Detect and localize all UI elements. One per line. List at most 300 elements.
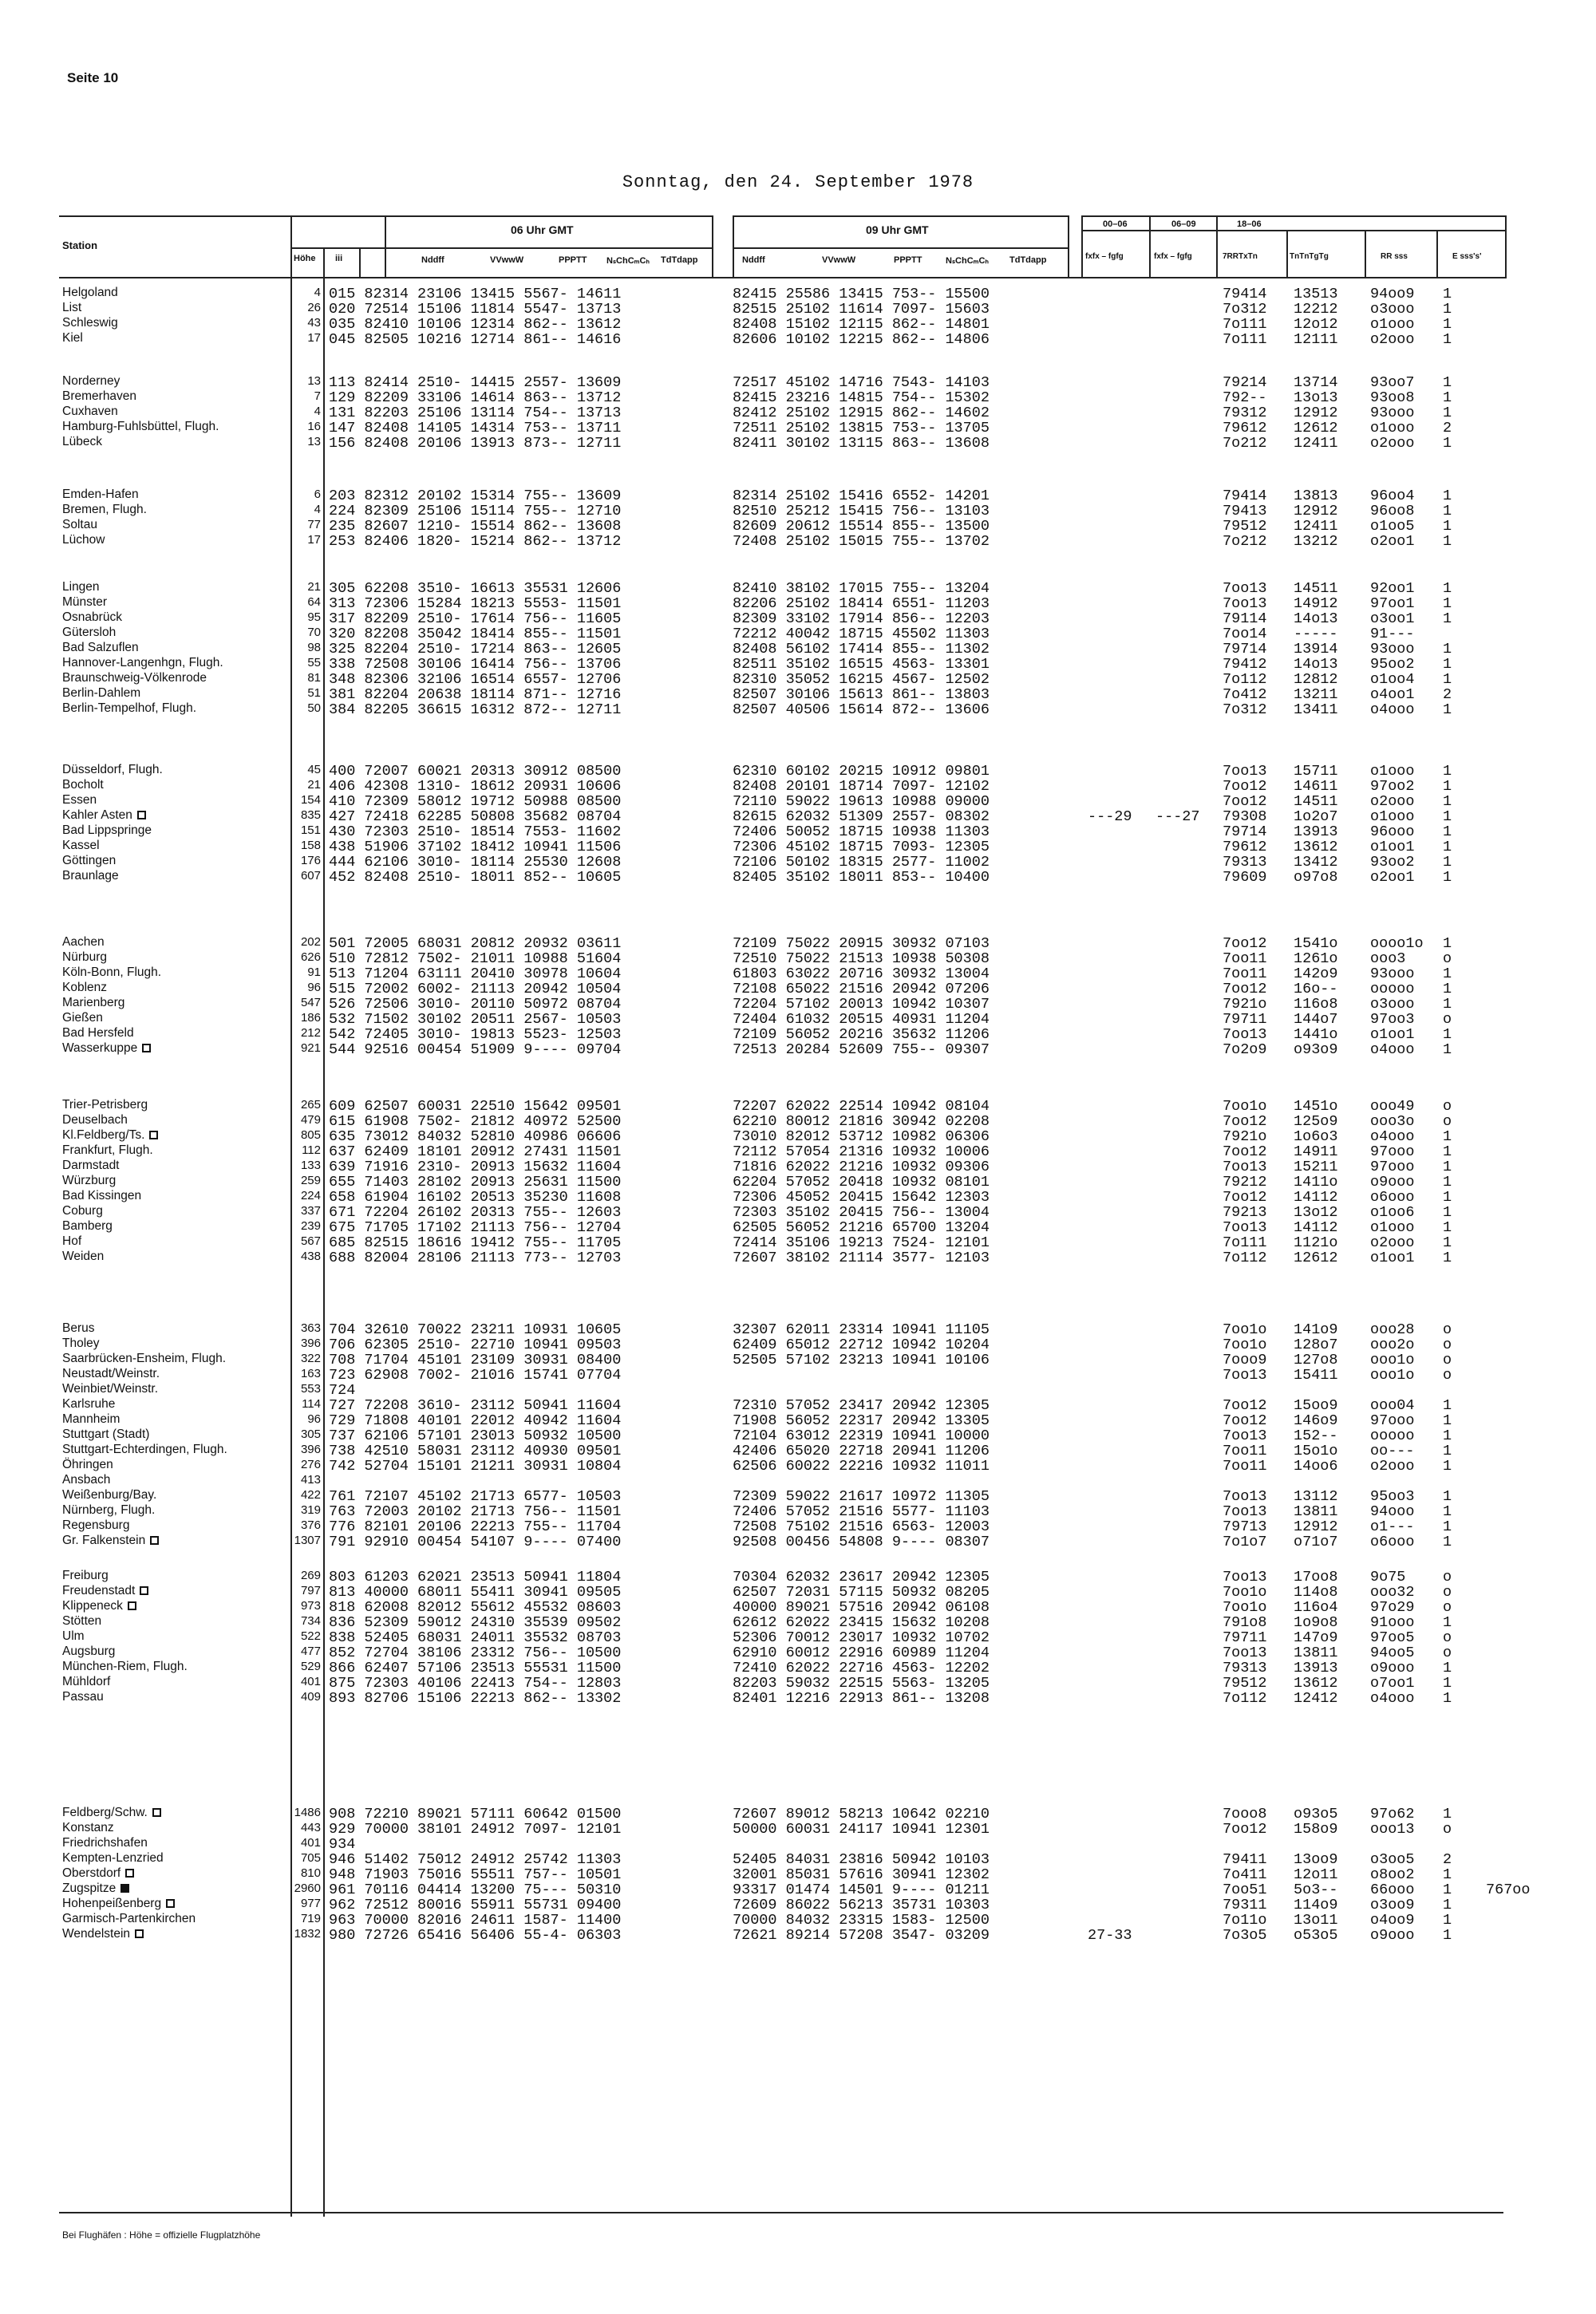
cell-c15: o bbox=[1443, 1337, 1452, 1353]
cell-c12: 7o112 bbox=[1223, 1250, 1267, 1266]
station-name-text: Ansbach bbox=[62, 1473, 111, 1487]
cell-d06: 836 52309 59012 24310 35539 09502 bbox=[329, 1614, 622, 1631]
extra-sub-6: E sss's' bbox=[1452, 252, 1482, 261]
cell-d06: 035 82410 10106 12314 862-- 13612 bbox=[329, 316, 622, 333]
station-height: 21 bbox=[307, 778, 321, 792]
cell-c12: 7o212 bbox=[1223, 435, 1267, 452]
cell-c15: 1 bbox=[1443, 656, 1452, 673]
block09-col-1: Nddff bbox=[742, 255, 765, 265]
station-name-text: Bremen, Flugh. bbox=[62, 503, 147, 516]
header-iii-label: iii bbox=[335, 254, 343, 263]
cell-c12: 7oo13 bbox=[1223, 1503, 1267, 1520]
table-row bbox=[0, 1204, 1596, 1219]
cell-d09: 72408 25102 15015 755-- 13702 bbox=[733, 533, 990, 550]
cell-d06: 738 42510 58031 23112 40930 09501 bbox=[329, 1443, 622, 1459]
cell-c14: o1oo1 bbox=[1370, 839, 1415, 855]
cell-c13: 14o13 bbox=[1294, 656, 1338, 673]
table-row bbox=[0, 1599, 1596, 1614]
station-name-text: Bad Salzuflen bbox=[62, 641, 139, 654]
cell-c13: 13411 bbox=[1294, 701, 1338, 718]
cell-c14: o4ooo bbox=[1370, 1690, 1415, 1707]
cell-c15: 1 bbox=[1443, 1897, 1452, 1913]
cell-d06: 317 82209 2510- 17614 756-- 11605 bbox=[329, 610, 622, 627]
cell-c13: 1541o bbox=[1294, 935, 1338, 952]
station-name bbox=[62, 1367, 160, 1381]
station-name-text: Lüchow bbox=[62, 533, 105, 547]
station-name-text: Helgoland bbox=[62, 286, 118, 299]
extra-left bbox=[1081, 215, 1083, 277]
cell-c12: 7o312 bbox=[1223, 701, 1267, 718]
cell-c12: 79512 bbox=[1223, 518, 1267, 535]
extra-div-2 bbox=[1216, 215, 1218, 277]
station-group bbox=[0, 374, 1596, 450]
station-name bbox=[62, 1503, 155, 1518]
cell-d09: 82606 10102 12215 862-- 14806 bbox=[733, 331, 990, 348]
cell-c15: 1 bbox=[1443, 1503, 1452, 1520]
cell-c12: 79212 bbox=[1223, 1174, 1267, 1191]
cell-c13: 12212 bbox=[1294, 301, 1338, 318]
cell-c15: 1 bbox=[1443, 1443, 1452, 1459]
cell-c13: 141o9 bbox=[1294, 1321, 1338, 1338]
station-name bbox=[62, 580, 100, 594]
cell-c14: o1ooo bbox=[1370, 763, 1415, 780]
cell-c13: 128o7 bbox=[1294, 1337, 1338, 1353]
cell-d06: 893 82706 15106 22213 862-- 13302 bbox=[329, 1690, 622, 1707]
footnote: Bei Flughäfen : Höhe = offizielle Flugplatzhöhe bbox=[62, 2229, 261, 2241]
cell-d09: 71816 62022 21216 10932 09306 bbox=[733, 1159, 990, 1175]
cell-d06: 020 72514 15106 11814 5547- 13713 bbox=[329, 301, 622, 318]
cell-c12: 7oo11 bbox=[1223, 1443, 1267, 1459]
cell-c12: 79512 bbox=[1223, 1675, 1267, 1692]
cell-c15: 1 bbox=[1443, 996, 1452, 1013]
open-square-icon bbox=[140, 1586, 148, 1595]
station-height: 96 bbox=[307, 981, 321, 994]
cell-c13: 14911 bbox=[1294, 1143, 1338, 1160]
table-row bbox=[0, 1912, 1596, 1927]
table-row bbox=[0, 839, 1596, 854]
cell-c13: 16o-- bbox=[1294, 981, 1338, 997]
cell-c13: 147o9 bbox=[1294, 1629, 1338, 1646]
station-name-text: Bocholt bbox=[62, 778, 104, 792]
cell-c13: 114o8 bbox=[1294, 1584, 1338, 1601]
cell-c14: o6ooo bbox=[1370, 1189, 1415, 1206]
cell-c14: o1oo4 bbox=[1370, 671, 1415, 688]
cell-c12: 7oo12 bbox=[1223, 1397, 1267, 1414]
block09-col-2: VVwwW bbox=[822, 255, 856, 265]
table-row bbox=[0, 286, 1596, 301]
table-row bbox=[0, 1159, 1596, 1174]
block06-col-5: TdTdapp bbox=[661, 255, 698, 265]
station-name-text: Tholey bbox=[62, 1337, 100, 1350]
cell-c13: 12912 bbox=[1294, 503, 1338, 519]
station-name bbox=[62, 405, 118, 419]
cell-c14: o1oo1 bbox=[1370, 1026, 1415, 1043]
station-height: 438 bbox=[300, 1250, 321, 1263]
cell-c12: 79414 bbox=[1223, 286, 1267, 302]
cell-c13: 146o9 bbox=[1294, 1412, 1338, 1429]
station-height: 705 bbox=[300, 1851, 321, 1865]
station-name-text: Koblenz bbox=[62, 981, 108, 994]
cell-c12: 7oo12 bbox=[1223, 1821, 1267, 1838]
station-name bbox=[62, 1011, 103, 1025]
cell-d09: 72410 62022 22716 4563- 12202 bbox=[733, 1660, 990, 1676]
station-name-text: Schleswig bbox=[62, 316, 118, 330]
station-name bbox=[62, 671, 207, 685]
cell-d06: 305 62208 3510- 16613 35531 12606 bbox=[329, 580, 622, 597]
cell-d09: 72510 75022 21513 10938 50308 bbox=[733, 950, 990, 967]
table-row bbox=[0, 1174, 1596, 1189]
cell-c12: 79413 bbox=[1223, 503, 1267, 519]
cell-d09: 82507 30106 15613 861-- 13803 bbox=[733, 686, 990, 703]
cell-d06: 542 72405 3010- 19813 5523- 12503 bbox=[329, 1026, 622, 1043]
cell-c14: ooo1o bbox=[1370, 1367, 1415, 1384]
cell-c15: 1 bbox=[1443, 641, 1452, 657]
block06-col-2: VVwwW bbox=[490, 255, 524, 265]
cell-d09: 82511 35102 16515 4563- 13301 bbox=[733, 656, 990, 673]
cell-c13: 142o9 bbox=[1294, 965, 1338, 982]
cell-c12: 7oo13 bbox=[1223, 1427, 1267, 1444]
cell-d06: 980 72726 65416 56406 55-4- 06303 bbox=[329, 1927, 622, 1944]
block09-right bbox=[1068, 215, 1069, 277]
cell-d06: 908 72210 89021 57111 60642 01500 bbox=[329, 1806, 622, 1822]
extra-div-3 bbox=[1286, 230, 1288, 277]
table-row bbox=[0, 374, 1596, 389]
cell-c12: 79114 bbox=[1223, 610, 1267, 627]
cell-d06: 813 40000 68011 55411 30941 09505 bbox=[329, 1584, 622, 1601]
cell-c14: 92oo1 bbox=[1370, 580, 1415, 597]
station-name-text: Aachen bbox=[62, 935, 105, 949]
cell-c13: 14611 bbox=[1294, 778, 1338, 795]
cell-c13: 13211 bbox=[1294, 686, 1338, 703]
cell-c13: 13112 bbox=[1294, 1488, 1338, 1505]
cell-c12: 79711 bbox=[1223, 1629, 1267, 1646]
open-square-icon bbox=[137, 811, 146, 819]
table-row bbox=[0, 1821, 1596, 1836]
station-height: 91 bbox=[307, 965, 321, 979]
station-height: 64 bbox=[307, 595, 321, 609]
cell-c14: o4oo1 bbox=[1370, 686, 1415, 703]
station-height: 477 bbox=[300, 1645, 321, 1658]
cell-c13: o93o5 bbox=[1294, 1806, 1338, 1822]
station-height: 43 bbox=[307, 316, 321, 330]
station-name bbox=[62, 1382, 158, 1396]
cell-c12: 7oo12 bbox=[1223, 981, 1267, 997]
cell-c13: o71o7 bbox=[1294, 1534, 1338, 1550]
cell-d06: 729 71808 40101 22012 40942 11604 bbox=[329, 1412, 622, 1429]
station-name-text: Kempten-Lenzried bbox=[62, 1851, 164, 1865]
table-row bbox=[0, 1660, 1596, 1675]
station-name bbox=[62, 1113, 128, 1127]
table-row bbox=[0, 1927, 1596, 1942]
cell-d06: 381 82204 20638 18114 871-- 12716 bbox=[329, 686, 622, 703]
table-row bbox=[0, 331, 1596, 346]
station-group bbox=[0, 1098, 1596, 1265]
cell-c12: 7oo11 bbox=[1223, 1458, 1267, 1475]
cell-c12: 79612 bbox=[1223, 420, 1267, 436]
station-name bbox=[62, 1488, 156, 1503]
station-name bbox=[62, 1204, 103, 1218]
extra-sub-5: RR sss bbox=[1381, 252, 1408, 261]
cell-d09: 62310 60102 20215 10912 09801 bbox=[733, 763, 990, 780]
cell-c15: 1 bbox=[1443, 823, 1452, 840]
station-height: 376 bbox=[300, 1518, 321, 1532]
table-row bbox=[0, 301, 1596, 316]
station-height: 797 bbox=[300, 1584, 321, 1597]
station-name bbox=[62, 1174, 116, 1188]
cell-d06: 313 72306 15284 18213 5553- 11501 bbox=[329, 595, 622, 612]
cell-c13: 13913 bbox=[1294, 823, 1338, 840]
station-name bbox=[62, 518, 97, 532]
cell-d09: 52306 70012 23017 10932 10702 bbox=[733, 1629, 990, 1646]
cell-c13: 13811 bbox=[1294, 1645, 1338, 1661]
cell-c15: 1 bbox=[1443, 488, 1452, 504]
table-row bbox=[0, 854, 1596, 869]
cell-c14: o1ooo bbox=[1370, 808, 1415, 825]
cell-c14: o9ooo bbox=[1370, 1927, 1415, 1944]
station-name-text: Berus bbox=[62, 1321, 95, 1335]
cell-d09: 72303 35102 20415 756-- 13004 bbox=[733, 1204, 990, 1221]
cell-c13: 12o12 bbox=[1294, 316, 1338, 333]
cell-d06: 963 70000 82016 24611 1587- 11400 bbox=[329, 1912, 622, 1929]
station-height: 322 bbox=[300, 1352, 321, 1365]
station-name bbox=[62, 1128, 158, 1143]
station-name-text: Düsseldorf, Flugh. bbox=[62, 763, 163, 776]
cell-c12: 79308 bbox=[1223, 808, 1267, 825]
cell-d09: 82309 33102 17914 856-- 12203 bbox=[733, 610, 990, 627]
station-name bbox=[62, 420, 219, 434]
cell-c15: 1 bbox=[1443, 389, 1452, 406]
station-name-text: Hamburg-Fuhlsbüttel, Flugh. bbox=[62, 420, 219, 433]
station-height: 305 bbox=[300, 1427, 321, 1441]
table-row bbox=[0, 1488, 1596, 1503]
table-row bbox=[0, 316, 1596, 331]
cell-c14: o1oo5 bbox=[1370, 518, 1415, 535]
cell-c15: 1 bbox=[1443, 935, 1452, 952]
cell-c15: 1 bbox=[1443, 331, 1452, 348]
table-row bbox=[0, 950, 1596, 965]
station-name-text: Stötten bbox=[62, 1614, 102, 1628]
cell-d09: 82415 25586 13415 753-- 15500 bbox=[733, 286, 990, 302]
cell-c12: 7oo13 bbox=[1223, 763, 1267, 780]
cell-d06: 776 82101 20106 22213 755-- 11704 bbox=[329, 1518, 622, 1535]
cell-c14: o9ooo bbox=[1370, 1174, 1415, 1191]
cell-c14: o2ooo bbox=[1370, 331, 1415, 348]
extra-sub-3: 7RRTxTn bbox=[1223, 252, 1258, 261]
cell-c14: 95oo2 bbox=[1370, 656, 1415, 673]
block06-col-3: PPPTT bbox=[559, 255, 587, 265]
cell-c12: 7oo14 bbox=[1223, 626, 1267, 642]
station-height: 522 bbox=[300, 1629, 321, 1643]
station-name-text: Nürburg bbox=[62, 950, 107, 964]
cell-d06: 015 82314 23106 13415 5567- 14611 bbox=[329, 286, 622, 302]
table-row bbox=[0, 1806, 1596, 1821]
cell-c14: o3oo5 bbox=[1370, 1851, 1415, 1868]
cell-c13: 13412 bbox=[1294, 854, 1338, 871]
cell-c13: 1o9o8 bbox=[1294, 1614, 1338, 1631]
header-top-line-extra bbox=[1081, 215, 1507, 217]
station-name-text: Weinbiet/Weinstr. bbox=[62, 1382, 159, 1396]
cell-c14: 94oo5 bbox=[1370, 1645, 1415, 1661]
station-name-text: Freudenstadt bbox=[62, 1584, 136, 1597]
station-name-text: Stuttgart-Echterdingen, Flugh. bbox=[62, 1443, 227, 1456]
table-row bbox=[0, 996, 1596, 1011]
station-height: 265 bbox=[300, 1098, 321, 1112]
station-name bbox=[62, 1412, 120, 1427]
cell-c15: 1 bbox=[1443, 1690, 1452, 1707]
station-height: 55 bbox=[307, 656, 321, 669]
cell-g2: ---27 bbox=[1156, 808, 1200, 825]
cell-d06: 400 72007 60021 20313 30912 08500 bbox=[329, 763, 622, 780]
cell-d06: 852 72704 38106 23312 756-- 10500 bbox=[329, 1645, 622, 1661]
station-name bbox=[62, 286, 118, 300]
cell-c14: o1oo6 bbox=[1370, 1204, 1415, 1221]
station-name bbox=[62, 1534, 159, 1548]
station-name bbox=[62, 808, 146, 823]
cell-c12: 79412 bbox=[1223, 656, 1267, 673]
station-height: 163 bbox=[300, 1367, 321, 1380]
cell-c15: 1 bbox=[1443, 1866, 1452, 1883]
cell-d09: 82405 35102 18011 853-- 10400 bbox=[733, 869, 990, 886]
station-height: 1486 bbox=[294, 1806, 321, 1819]
cell-d09: 72404 61032 20515 40931 11204 bbox=[733, 1011, 990, 1028]
cell-c14: 93oo8 bbox=[1370, 389, 1415, 406]
station-name-text: Gießen bbox=[62, 1011, 103, 1025]
cell-d06: 526 72506 3010- 20110 50972 08704 bbox=[329, 996, 622, 1013]
station-name-text: Bad Lippspringe bbox=[62, 823, 152, 837]
cell-d06: 444 62106 3010- 18114 25530 12608 bbox=[329, 854, 622, 871]
cell-c14: 97oo2 bbox=[1370, 778, 1415, 795]
cell-c15: 1 bbox=[1443, 1128, 1452, 1145]
cell-c12: 7921o bbox=[1223, 996, 1267, 1013]
table-row bbox=[0, 1321, 1596, 1337]
cell-c14: ooo2o bbox=[1370, 1337, 1415, 1353]
cell-c13: 13513 bbox=[1294, 286, 1338, 302]
cell-d06: 685 82515 18616 19412 755-- 11705 bbox=[329, 1234, 622, 1251]
station-name-text: Öhringen bbox=[62, 1458, 113, 1471]
station-height: 154 bbox=[300, 793, 321, 807]
station-name bbox=[62, 778, 104, 792]
extra-div-4 bbox=[1365, 230, 1366, 277]
cell-d09: 32001 85031 57616 30941 12302 bbox=[733, 1866, 990, 1883]
cell-d06: 723 62908 7002- 21016 15741 07704 bbox=[329, 1367, 622, 1384]
cell-c15: 1 bbox=[1443, 981, 1452, 997]
station-name-text: Mühldorf bbox=[62, 1675, 111, 1688]
cell-c12: 79311 bbox=[1223, 1897, 1267, 1913]
station-name-text: Freiburg bbox=[62, 1569, 109, 1582]
cell-c15: o bbox=[1443, 1098, 1452, 1115]
cell-d06: 615 61908 7502- 21812 40972 52500 bbox=[329, 1113, 622, 1130]
station-name-text: Kiel bbox=[62, 331, 83, 345]
table-row bbox=[0, 1897, 1596, 1912]
cell-d06: 131 82203 25106 13114 754-- 13713 bbox=[329, 405, 622, 421]
station-name bbox=[62, 1189, 141, 1203]
block06-left bbox=[385, 215, 386, 277]
cell-c15: 1 bbox=[1443, 965, 1452, 982]
cell-c15: 1 bbox=[1443, 1675, 1452, 1692]
table-row bbox=[0, 595, 1596, 610]
cell-c13: 15411 bbox=[1294, 1367, 1338, 1384]
table-row bbox=[0, 763, 1596, 778]
cell-d06: 961 70116 04414 13200 75--- 50310 bbox=[329, 1882, 622, 1898]
cell-d06: 818 62008 82012 55612 45532 08603 bbox=[329, 1599, 622, 1616]
extra-sub-1: fxfx – fgfg bbox=[1085, 252, 1124, 261]
cell-c14: o2ooo bbox=[1370, 1234, 1415, 1251]
cell-d09: 82515 25102 11614 7097- 15603 bbox=[733, 301, 990, 318]
cell-d06: 348 82306 32106 16514 6557- 12706 bbox=[329, 671, 622, 688]
station-name bbox=[62, 1159, 120, 1173]
table-row bbox=[0, 580, 1596, 595]
cell-c15: 1 bbox=[1443, 1927, 1452, 1944]
station-name bbox=[62, 1518, 129, 1533]
station-name bbox=[62, 435, 102, 449]
station-name bbox=[62, 1427, 149, 1442]
station-name-text: Klippeneck bbox=[62, 1599, 123, 1613]
cell-d06: 803 61203 62021 23513 50941 11804 bbox=[329, 1569, 622, 1585]
station-name bbox=[62, 331, 83, 346]
cell-d06: 675 71705 17102 21113 756-- 12704 bbox=[329, 1219, 622, 1236]
table-row bbox=[0, 869, 1596, 884]
cell-c14: o4ooo bbox=[1370, 1128, 1415, 1145]
station-height: 96 bbox=[307, 1412, 321, 1426]
station-height: 479 bbox=[300, 1113, 321, 1127]
station-name bbox=[62, 1584, 148, 1598]
cell-c12: 7oo11 bbox=[1223, 965, 1267, 982]
cell-c15: 1 bbox=[1443, 286, 1452, 302]
station-height: 734 bbox=[300, 1614, 321, 1628]
station-name-text: Mannheim bbox=[62, 1412, 120, 1426]
table-row bbox=[0, 935, 1596, 950]
cell-c13: 13714 bbox=[1294, 374, 1338, 391]
cell-c13: 13o12 bbox=[1294, 1204, 1338, 1221]
cell-d09: 82411 30102 13115 863-- 13608 bbox=[733, 435, 990, 452]
cell-c13: 12812 bbox=[1294, 671, 1338, 688]
station-name bbox=[62, 1690, 104, 1704]
open-square-icon bbox=[142, 1044, 151, 1052]
station-height: 4 bbox=[314, 405, 321, 418]
cell-c13: 14112 bbox=[1294, 1219, 1338, 1236]
cell-d09: 82203 59032 22515 5563- 13205 bbox=[733, 1675, 990, 1692]
station-height: 151 bbox=[300, 823, 321, 837]
cell-c12: 7oo1o bbox=[1223, 1584, 1267, 1601]
station-height: 17 bbox=[307, 331, 321, 345]
cell-d06: 962 72512 80016 55911 55731 09400 bbox=[329, 1897, 622, 1913]
table-row bbox=[0, 1851, 1596, 1866]
cell-d06: 430 72303 2510- 18514 7553- 11602 bbox=[329, 823, 622, 840]
cell-d09: 82510 25212 15415 756-- 13103 bbox=[733, 503, 990, 519]
station-height: 409 bbox=[300, 1690, 321, 1704]
cell-c12: 7oo13 bbox=[1223, 1569, 1267, 1585]
table-row bbox=[0, 1189, 1596, 1204]
cell-c13: 12912 bbox=[1294, 405, 1338, 421]
station-name-text: Augsburg bbox=[62, 1645, 116, 1658]
cell-d09: 40000 89021 57516 20942 06108 bbox=[733, 1599, 990, 1616]
cell-c13: 17oo8 bbox=[1294, 1569, 1338, 1585]
station-name bbox=[62, 1143, 153, 1158]
cell-c15: 1 bbox=[1443, 1518, 1452, 1535]
cell-c15: 1 bbox=[1443, 1806, 1452, 1822]
cell-c12: 7o212 bbox=[1223, 533, 1267, 550]
cell-c15: 1 bbox=[1443, 610, 1452, 627]
cell-c13: 13811 bbox=[1294, 1503, 1338, 1520]
cell-c12: 7o411 bbox=[1223, 1866, 1267, 1883]
station-name-text: Emden-Hafen bbox=[62, 488, 139, 501]
cell-c15: 1 bbox=[1443, 701, 1452, 718]
cell-c14: o2ooo bbox=[1370, 1458, 1415, 1475]
table-row bbox=[0, 435, 1596, 450]
cell-c13: 116o4 bbox=[1294, 1599, 1338, 1616]
station-name bbox=[62, 1851, 164, 1866]
extra-mid-line bbox=[1081, 230, 1507, 231]
